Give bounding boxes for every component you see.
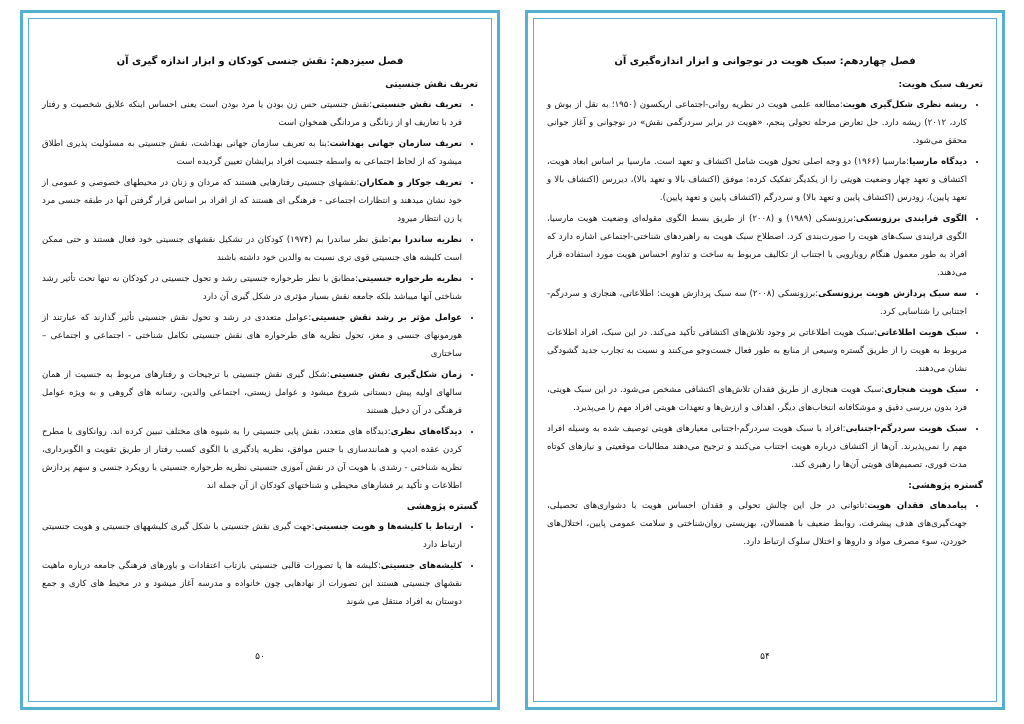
item-term: پیامدهای فقدان هویت: [867, 501, 967, 511]
page-content: [547, 54, 983, 554]
left-page: [20, 10, 500, 710]
item-text: :مطالعه علمی هویت در نظریه روانی-اجتماعی اریکسون (۱۹۵۰؛ به نقل از بوش و کارد، ۲۰۱۲) ریشه دارد. حل تعارض مرحله تحولی پنجم، «هویت در برابر سردرگمی نقش» در نوجوانی و آغاز جوانی محقق می‌شود.: [547, 100, 967, 146]
item-term: دیدگاه مارسیا: [909, 157, 968, 167]
right-page: [525, 10, 1005, 710]
list-item: [42, 231, 462, 267]
item-text: :سبک هویت هنجاری از طریق فقدان تلاش‌های اکتشافی مشخص می‌شود. در این سبک هویتی، فرد بدون بررسی دقیق و موشکافانه انتخاب‌های دیگر، اهداف و ارزش‌ها و تعهدات هویتی افراد مهم را می‌پذیرد.: [547, 385, 967, 413]
item-term: سه سبک پردازش هویت برزونسکی: [818, 289, 967, 299]
item-term: نظریه ساندرا بم: [391, 235, 462, 245]
list-item: [42, 518, 462, 554]
list-item: [42, 96, 462, 132]
item-text: :افراد با سبک هویت سردرگم-اجتنابی معیارهای هویتی توصیف شده به وسیله افراد مهم را نمی‌پذیرند. آن‌ها از اکتشاف درباره هویت اجتناب می‌کنند و ترجیح می‌دهند مطالبات موقعیتی و نیازهای کوتاه مدت فوری، تصمیم‌های هویتی آن‌ها را رهبری کند.: [547, 424, 967, 470]
item-text: :نقش جنسیتی حس زن بودن یا مرد بودن است یعنی احساس اینکه علایق شخصیت و رفتار فرد با تعاریف او از زنانگی و مردانگی همخوان است: [42, 100, 462, 128]
list-item: [42, 423, 462, 495]
list-item: [547, 210, 967, 282]
item-text: :عوامل متعددی در رشد و تحول نقش جنسیتی تأثیر گذارند که عبارتند از هورمونهای جنسی و مغز، تحول نظریه های طرحواره های نقش جنسیتی تکامل شناختی - اجتماعی و اجتماعی – ساختاری: [42, 313, 462, 359]
item-text: :ناتوانی در حل این چالش تحولی و فقدان احساس هویت با دشواری‌های تحصیلی، جهت‌گیری‌های هدف پیشرفت، روابط ضعیف با همسالان، بهزیستی روان‌شناختی و سلامت عمومی پایین، اختلال‌های خوردن، سوء مصرف مواد و داروها و اختلال سلوک ارتباط دارد.: [547, 501, 967, 547]
list-item: [42, 174, 462, 228]
item-term: تعریف جوکار و همکاران: [359, 178, 462, 188]
section-heading: گستره پژوهشی:: [908, 481, 983, 491]
list-item: [547, 96, 967, 150]
item-text: :طبق نظر ساندرا بم (۱۹۷۴) کودکان در تشکیل نقشهای جنسیتی خود فعال هستند و حتی ممکن است کلیشه های جنسیتی قوی تری نسبت به والدین خود داشته باشند: [42, 235, 462, 263]
page-content: [42, 54, 478, 614]
item-text: :جهت گیری نقش جنسیتی با شکل گیری کلیشههای جنسیتی و هویت جنسیتی ارتباط دارد: [42, 522, 462, 550]
item-term: سبک هویت هنجاری: [884, 385, 967, 395]
list-item: [547, 381, 967, 417]
item-text: :مطابق با نظر طرحواره جنسیتی رشد و تحول جنسیتی در کودکان نه تنها تحت تأثیر رشد شناختی آنها میباشد بلکه جامعه نقش بسیار مؤثری در شکل گیری آن دارد: [42, 274, 462, 302]
chapter-title: فصل سیزدهم: نقش جنسی کودکان و ابزار اندازه گیری آن: [116, 56, 404, 67]
item-term: سبک هویت اطلاعاتی: [877, 328, 967, 338]
list-item: [547, 285, 967, 321]
list-item: [547, 420, 967, 474]
item-text: :سبک هویت اطلاعاتی بر وجود تلاش‌های اکتشافی تأکید می‌کند. در این سبک، افراد اطلاعات مربوط به هویت را از طریق گستره وسیعی از منابع به طور فعال جست‌وجو می‌کنند و نسبت به تجارب جدید گشودگی نشان می‌دهند.: [547, 328, 967, 374]
item-text: :دیدگاه های متعدد، نقش پایی جنسیتی را به شیوه های مختلف تبیین کرده اند. روانکاوی با مطرح کردن عقده ادیپ و همانندسازی با جنس موافق، نظریه یادگیری با الگوی کسب رفتار از طریق تقویت و الگوبرداری، نظریه شناختی - رشدی با هویت آن در نقش آموزی جنسیتی نظریه طرحواره جنسیتی با رویکرد جنسی و سهم پردازش اطلاعات و تأکید بر فشارهای محیطی و شناختهای کودکان از آن جمله اند: [42, 427, 462, 491]
list-item: [547, 497, 967, 551]
bullet-list: [547, 96, 983, 474]
item-term: سبک هویت سردرگم-اجتنابی: [845, 424, 967, 434]
item-term: کلیشه‌های جنسیتی: [380, 561, 462, 571]
list-item: [42, 309, 462, 363]
item-text: :نقشهای جنسیتی رفتارهایی هستند که مردان و زنان در محیطهای خصوصی و عمومی از خود نشان میدهند و انتظارات اجتماعی - فرهنگی ای هستند که از افراد بر اساس قرار گرفتن آنها در طبقه جنسی مرد یا زن انتظار میرود: [42, 178, 462, 224]
list-item: [547, 324, 967, 378]
section-heading: گستره پژوهشی: [406, 502, 478, 512]
page-number: ۵۴: [760, 652, 770, 662]
list-item: [42, 557, 462, 611]
section-heading: تعریف نقش جنسیتی: [385, 80, 478, 90]
chapter-title: فصل چهاردهم: سبک هویت در نوجوانی و ابزار اندازه‌گیری آن: [614, 56, 916, 67]
list-item: [42, 366, 462, 420]
list-item: [42, 270, 462, 306]
item-text: :شکل گیری نقش جنسیتی با ترجیحات و رفتارهای مربوط به جنسیت از همان سالهای اولیه پیش دبستانی شروع میشود و عوامل زیستی، اجتماعی والدین، رسانه های گروهی و به ویژه عوامل فرهنگی در آن دخیل هستند: [42, 370, 462, 416]
item-text: :برزونسکی (۱۹۸۹) و (۲۰۰۸) از طریق بسط الگوی مقوله‌ای وضعیت هویت مارسیا، الگوی فرایندی سبک‌های هویت را صورت‌بندی کرد. اصطلاح سبک هویت به راهبردهای شناختی-اجتماعی اشاره دارد که افراد به طور معمول هنگام روبارویی با اجتناب از تکالیف مربوط به ساخت و تداوم احساس هویت مورد استفاده قرار می‌دهند.: [547, 214, 967, 278]
list-item: [42, 135, 462, 171]
item-term: الگوی فرایندی برزونسکی: [855, 214, 968, 224]
item-term: عوامل مؤثر بر رشد نقش جنسیتی: [311, 313, 462, 323]
list-item: [547, 153, 967, 207]
item-term: ریشه نظری شکل‌گیری هویت: [842, 100, 967, 110]
item-term: ارتباط با کلیشه‌ها و هویت جنسیتی: [314, 522, 462, 532]
bullet-list: [42, 518, 478, 611]
section-heading: تعریف سبک هویت:: [898, 80, 983, 90]
item-text: :کلیشه ها یا تصورات قالبی جنسیتی بازتاب اعتقادات و باورهای فرهنگی جامعه درباره ماهیت نقشهای جنسیتی هستند این تصورات از نهادهایی چون خانواده و مدرسه آغاز میشود و در محیط های کاری و جمع دوستان به افراد منتقل می شوند: [42, 561, 462, 607]
item-term: تعریف سازمان جهانی بهداشت: [329, 139, 462, 149]
item-text: :بنا به تعریف سازمان جهانی بهداشت، نقش جنسیتی به مسئولیت پذیری اطلاق میشود که از لحاظ اجتماعی به واسطه جنسیت افراد برایشان تعیین گردیده است: [42, 139, 462, 167]
item-term: دیدگاه‌های نظری: [390, 427, 462, 437]
item-term: تعریف نقش جنسیتی: [372, 100, 462, 110]
item-text: :برزونسکی (۲۰۰۸) سه سبک پردازش هویت: اطلاعاتی، هنجاری و سردرگم-اجتنابی را شناسایی کرد.: [547, 289, 967, 317]
item-term: زمان شکل‌گیری نقش جنسیتی: [329, 370, 462, 380]
bullet-list: [42, 96, 478, 495]
bullet-list: [547, 497, 983, 551]
item-text: :مارسیا (۱۹۶۶) دو وجه اصلی تحول هویت شامل اکتشاف و تعهد است. مارسیا بر اساس ابعاد هویت، اکتشاف و تعهد چهار وضعیت هویتی را از یکدیگر تفکیک کرده: موفق (اکتشاف بالا و تعهد بالا)، دیررس (اکتشاف بالا و تعهد پایین)، زودرس (اکتشاف پایین و تعهد بالا) و سردرگم (اکتشاف پایین و تعهد پایین).: [547, 157, 967, 203]
page-number: ۵۰: [255, 652, 265, 662]
item-term: نظریه طرحواره جنسیتی: [358, 274, 462, 284]
